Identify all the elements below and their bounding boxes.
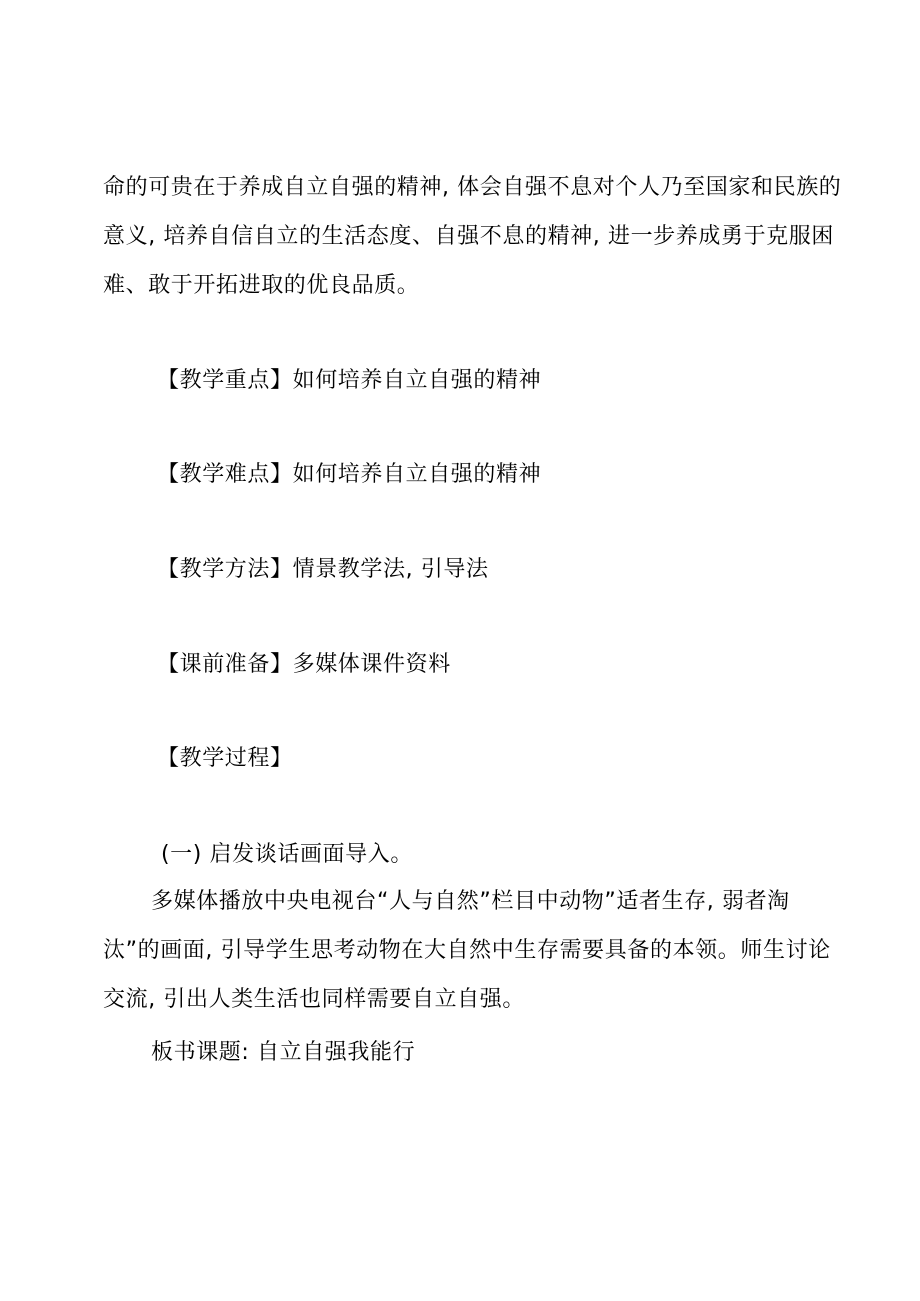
section-body-line-2: 汰”的画面, 引导学生思考动物在大自然中生存需要具备的本领。师生讨论 bbox=[103, 938, 831, 963]
intro-line-2: 意义, 培养自信自立的生活态度、自强不息的精神, 进一步养成勇于克服困 bbox=[103, 224, 834, 249]
intro-line-3: 难、敢于开拓进取的优良品质。 bbox=[103, 273, 420, 298]
item-preparation: 【课前准备】多媒体课件资料 bbox=[157, 652, 451, 677]
section-heading: (一) 启发谈话画面导入。 bbox=[161, 842, 413, 867]
item-teaching-difficulty: 【教学难点】如何培养自立自强的精神 bbox=[157, 462, 542, 487]
section-body-line-1: 多媒体播放中央电视台“人与自然”栏目中动物”适者生存, 弱者淘 bbox=[151, 889, 790, 914]
board-title: 板书课题: 自立自强我能行 bbox=[151, 1040, 416, 1065]
item-teaching-focus: 【教学重点】如何培养自立自强的精神 bbox=[157, 368, 542, 393]
item-teaching-method: 【教学方法】情景教学法, 引导法 bbox=[157, 557, 489, 582]
intro-line-1: 命的可贵在于养成自立自强的精神, 体会自强不息对个人乃至国家和民族的 bbox=[103, 175, 842, 200]
item-teaching-process: 【教学过程】 bbox=[157, 746, 293, 771]
section-body-line-3: 交流, 引出人类生活也同样需要自立自强。 bbox=[103, 987, 525, 1012]
